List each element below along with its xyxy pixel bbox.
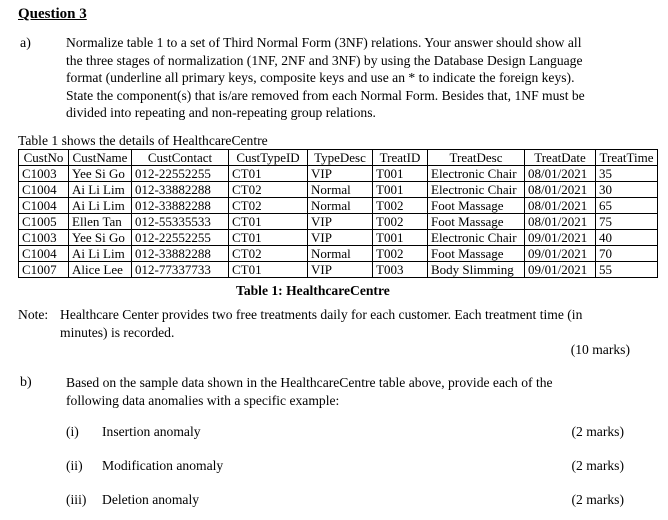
- table-cell: 012-77337733: [132, 262, 229, 278]
- anomaly-item-text: Insertion anomaly: [102, 424, 201, 439]
- table-cell: 09/01/2021: [525, 230, 596, 246]
- table-cell: 08/01/2021: [525, 166, 596, 182]
- table-cell: 30: [596, 182, 658, 198]
- anomaly-item-num: (i): [66, 424, 79, 439]
- table-cell: VIP: [308, 166, 373, 182]
- column-header: CustNo: [19, 150, 69, 166]
- table-cell: C1007: [19, 262, 69, 278]
- part-a-instructions: [66, 34, 585, 122]
- table-cell: Foot Massage: [428, 246, 525, 262]
- part-a-line: format (underline all primary keys, composite keys and use an * to indicate the foreign keys).: [66, 70, 575, 85]
- table-cell: 35: [596, 166, 658, 182]
- table-cell: C1004: [19, 182, 69, 198]
- part-a-marks: (10 marks): [570, 342, 630, 357]
- table-cell: Normal: [308, 182, 373, 198]
- healthcare-table: [18, 149, 658, 278]
- table-cell: C1003: [19, 166, 69, 182]
- table-cell: 012-33882288: [132, 246, 229, 262]
- table-cell: C1003: [19, 230, 69, 246]
- table-caption: Table 1: HealthcareCentre: [236, 283, 390, 298]
- table-cell: 012-22552255: [132, 230, 229, 246]
- part-b-instructions: [66, 374, 553, 409]
- note-label: Note:: [18, 307, 49, 322]
- table-row: [19, 262, 658, 278]
- part-a-line: the three stages of normalization (1NF, 2NF and 3NF) by using the Database Design Language: [66, 52, 583, 68]
- anomaly-item-marks: (2 marks): [571, 458, 624, 473]
- table-cell: Ai Li Lim: [69, 182, 132, 198]
- table-cell: 08/01/2021: [525, 182, 596, 198]
- table-cell: C1004: [19, 246, 69, 262]
- table-header-row: [19, 150, 658, 166]
- table-cell: T003: [373, 262, 428, 278]
- table-row: [19, 198, 658, 214]
- table-cell: CT01: [229, 230, 308, 246]
- column-header: CustTypeID: [229, 150, 308, 166]
- table-cell: Ai Li Lim: [69, 246, 132, 262]
- table-cell: C1005: [19, 214, 69, 230]
- table-cell: CT01: [229, 166, 308, 182]
- anomaly-item-text: Deletion anomaly: [102, 492, 200, 507]
- table-cell: 08/01/2021: [525, 214, 596, 230]
- table-cell: T002: [373, 214, 428, 230]
- table-cell: T002: [373, 198, 428, 214]
- column-header: CustContact: [132, 150, 229, 166]
- note-text: [60, 306, 582, 341]
- note-line: minutes) is recorded.: [60, 324, 175, 340]
- table-row: [19, 230, 658, 246]
- part-b-label: b): [20, 375, 32, 390]
- table-cell: CT01: [229, 214, 308, 230]
- column-header: TreatID: [373, 150, 428, 166]
- table-cell: Electronic Chair: [428, 166, 525, 182]
- table-cell: 09/01/2021: [525, 246, 596, 262]
- part-a-line: Normalize table 1 to a set of Third Normal Form (3NF) relations. Your answer should show all: [66, 35, 582, 50]
- table-cell: VIP: [308, 214, 373, 230]
- note-line: Healthcare Center provides two free treatments daily for each customer. Each treatment time (in: [60, 307, 583, 322]
- table-row: [19, 182, 658, 198]
- table-cell: 012-22552255: [132, 166, 229, 182]
- table-cell: VIP: [308, 262, 373, 278]
- column-header: CustName: [69, 150, 132, 166]
- table-cell: 40: [596, 230, 658, 246]
- part-b-line: Based on the sample data shown in the HealthcareCentre table above, provide each of the: [66, 375, 553, 390]
- table-cell: Foot Massage: [428, 198, 525, 214]
- table-row: [19, 246, 658, 262]
- table-row: [19, 214, 658, 230]
- table-cell: Alice Lee: [69, 262, 132, 278]
- table-intro: Table 1 shows the details of HealthcareCentre: [18, 133, 268, 148]
- table-cell: C1004: [19, 198, 69, 214]
- table-cell: Normal: [308, 198, 373, 214]
- table-cell: CT01: [229, 262, 308, 278]
- table-cell: CT02: [229, 246, 308, 262]
- table-cell: Electronic Chair: [428, 182, 525, 198]
- table-cell: Foot Massage: [428, 214, 525, 230]
- part-a-line: divided into repeating and non-repeating group relations.: [66, 105, 376, 120]
- table-cell: Ellen Tan: [69, 214, 132, 230]
- table-cell: CT02: [229, 198, 308, 214]
- table-cell: 012-33882288: [132, 198, 229, 214]
- table-row: [19, 166, 658, 182]
- table-cell: 012-33882288: [132, 182, 229, 198]
- table-cell: Normal: [308, 246, 373, 262]
- table-cell: Body Slimming: [428, 262, 525, 278]
- table-cell: T001: [373, 230, 428, 246]
- question-title: Question 3: [18, 6, 87, 22]
- table-cell: CT02: [229, 182, 308, 198]
- table-cell: 65: [596, 198, 658, 214]
- table-cell: Yee Si Go: [69, 166, 132, 182]
- table-cell: T002: [373, 246, 428, 262]
- table-cell: 012-55335533: [132, 214, 229, 230]
- column-header: TreatDesc: [428, 150, 525, 166]
- part-b-line: following data anomalies with a specific example:: [66, 392, 340, 408]
- table-cell: VIP: [308, 230, 373, 246]
- table-cell: 70: [596, 246, 658, 262]
- table-cell: Ai Li Lim: [69, 198, 132, 214]
- column-header: TreatTime: [596, 150, 658, 166]
- anomaly-item-num: (iii): [66, 492, 87, 507]
- part-a-label: a): [20, 36, 31, 51]
- table-cell: T001: [373, 166, 428, 182]
- anomaly-item-marks: (2 marks): [571, 492, 624, 507]
- column-header: TreatDate: [525, 150, 596, 166]
- anomaly-item-num: (ii): [66, 458, 83, 473]
- part-a-line: State the component(s) that is/are removed from each Normal Form. Besides that, 1NF must be: [66, 87, 585, 103]
- table-cell: Electronic Chair: [428, 230, 525, 246]
- table-cell: 08/01/2021: [525, 198, 596, 214]
- anomaly-item-text: Modification anomaly: [102, 458, 224, 473]
- table-cell: 75: [596, 214, 658, 230]
- anomaly-item-marks: (2 marks): [571, 424, 624, 439]
- table-cell: Yee Si Go: [69, 230, 132, 246]
- table-cell: T001: [373, 182, 428, 198]
- table-cell: 55: [596, 262, 658, 278]
- table-cell: 09/01/2021: [525, 262, 596, 278]
- column-header: TypeDesc: [308, 150, 373, 166]
